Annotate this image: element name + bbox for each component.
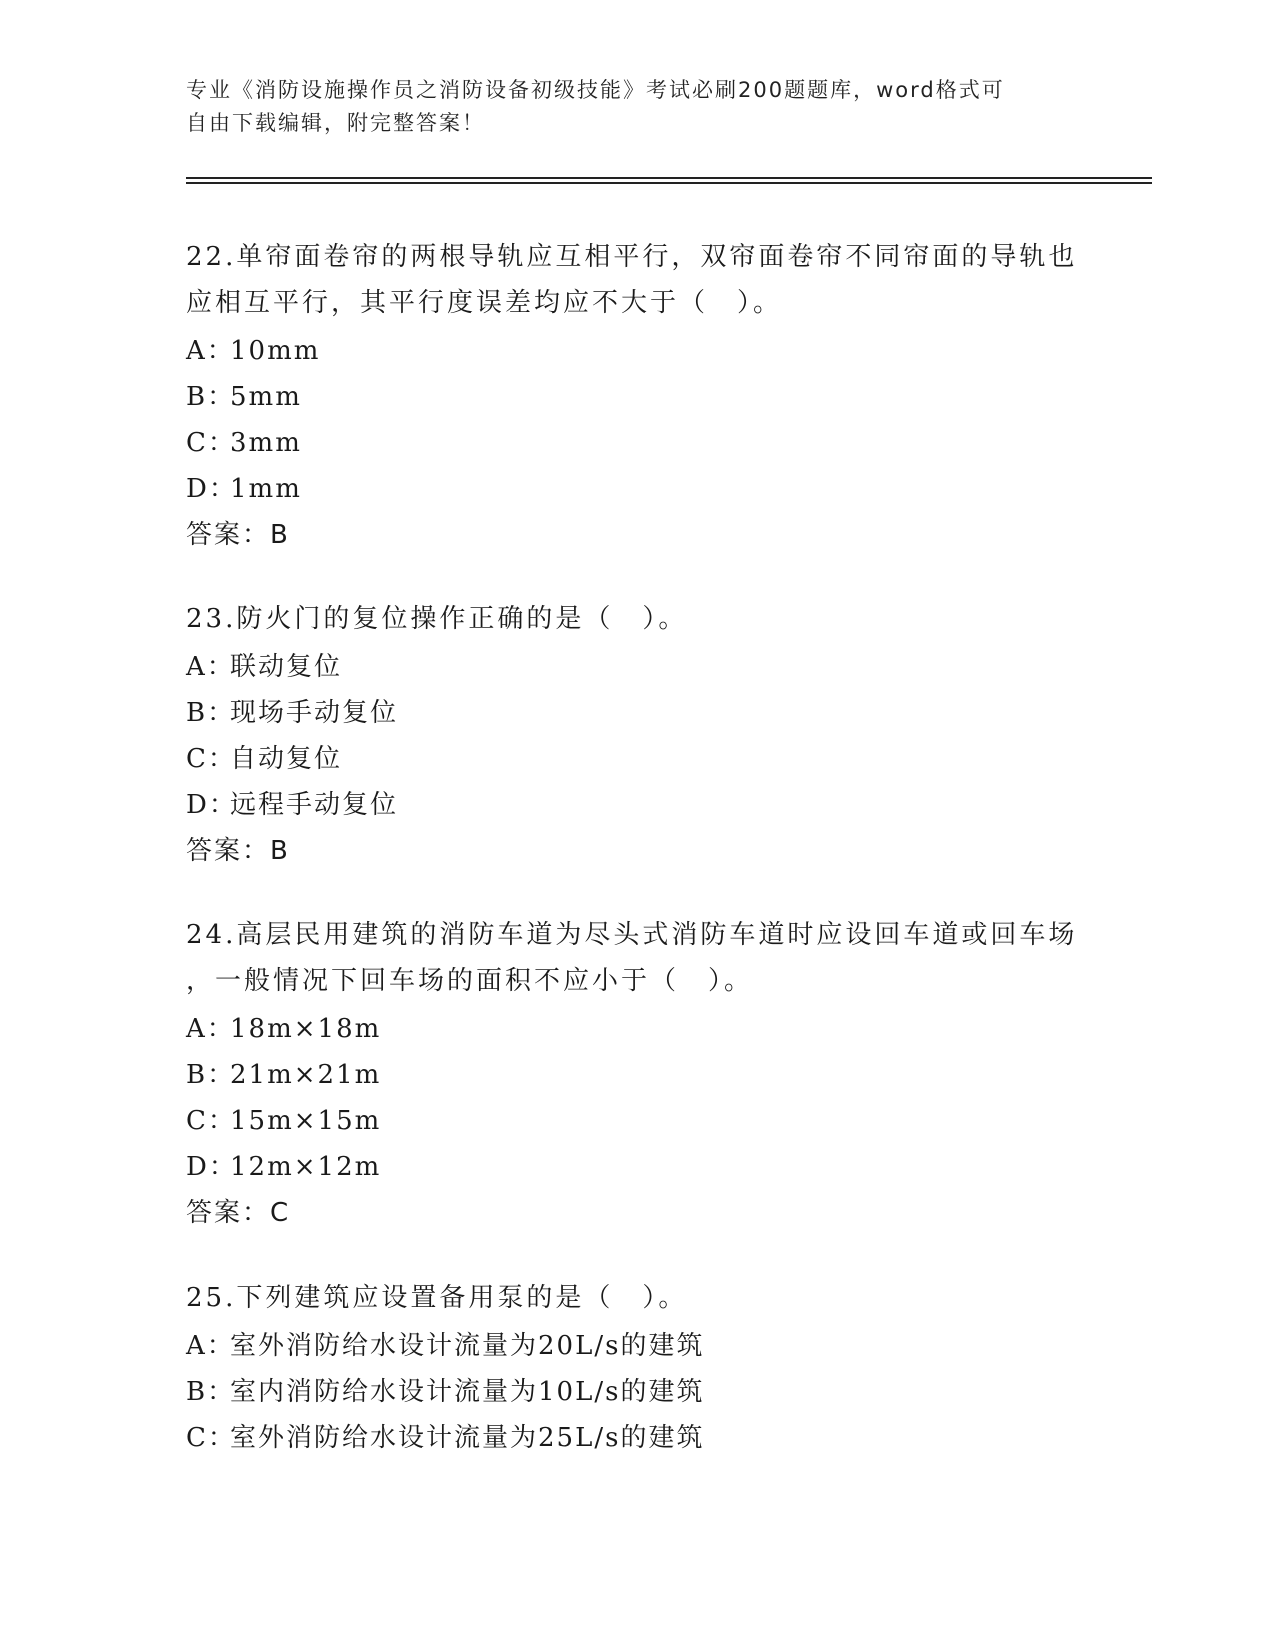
option-key: D： bbox=[186, 790, 237, 820]
option-key: D： bbox=[186, 1152, 237, 1182]
option-b bbox=[186, 374, 1086, 420]
option-a bbox=[186, 644, 1086, 690]
option-key: C： bbox=[186, 1106, 236, 1136]
question-24 bbox=[186, 912, 1086, 1236]
option-d bbox=[186, 782, 1086, 828]
option-text: 15m×15m bbox=[230, 1106, 382, 1136]
option-a bbox=[186, 328, 1086, 374]
option-b bbox=[186, 1052, 1086, 1098]
header-title-line-2: 自由下载编辑，附完整答案！ bbox=[186, 111, 485, 135]
header-divider-top bbox=[186, 177, 1152, 179]
option-key: A： bbox=[186, 1014, 235, 1044]
option-key: B： bbox=[186, 1060, 236, 1090]
option-text: 自动复位 bbox=[230, 744, 343, 774]
question-25 bbox=[186, 1275, 1086, 1461]
header-divider-bottom bbox=[186, 182, 1152, 184]
option-a bbox=[186, 1323, 1086, 1369]
option-key: A： bbox=[186, 652, 235, 682]
question-stem-line-1: 24.高层民用建筑的消防车道为尽头式消防车道时应设回车道或回车场 bbox=[186, 920, 1078, 950]
option-text: 室外消防给水设计流量为25L/s的建筑 bbox=[230, 1423, 705, 1453]
option-key: C： bbox=[186, 1423, 236, 1453]
option-key: C： bbox=[186, 744, 236, 774]
option-key: C： bbox=[186, 428, 236, 458]
document-header bbox=[186, 74, 1066, 140]
option-text: 远程手动复位 bbox=[230, 790, 399, 820]
answer: 答案：C bbox=[186, 1198, 291, 1228]
option-c bbox=[186, 736, 1086, 782]
option-key: B： bbox=[186, 1377, 236, 1407]
option-b bbox=[186, 690, 1086, 736]
question-23 bbox=[186, 596, 1086, 874]
option-text: 联动复位 bbox=[230, 652, 343, 682]
option-text: 10mm bbox=[230, 336, 321, 366]
question-22 bbox=[186, 234, 1086, 558]
option-key: A： bbox=[186, 1331, 235, 1361]
question-stem-line-1: 22.单帘面卷帘的两根导轨应互相平行，双帘面卷帘不同帘面的导轨也 bbox=[186, 242, 1078, 272]
question-stem-line-2: ，一般情况下回车场的面积不应小于（ ）。 bbox=[186, 966, 754, 996]
header-title-line-1: 专业《消防设施操作员之消防设备初级技能》考试必刷200题题库，word格式可 bbox=[186, 78, 1005, 102]
answer: 答案：B bbox=[186, 836, 290, 866]
option-text: 5mm bbox=[230, 382, 302, 412]
option-text: 室外消防给水设计流量为20L/s的建筑 bbox=[230, 1331, 705, 1361]
option-text: 18m×18m bbox=[230, 1014, 382, 1044]
option-text: 现场手动复位 bbox=[230, 698, 399, 728]
question-stem-line-1: 23.防火门的复位操作正确的是（ ）。 bbox=[186, 604, 688, 634]
option-text: 12m×12m bbox=[230, 1152, 382, 1182]
option-key: A： bbox=[186, 336, 235, 366]
question-stem bbox=[186, 234, 1086, 326]
option-key: D： bbox=[186, 474, 237, 504]
option-c bbox=[186, 1098, 1086, 1144]
option-a bbox=[186, 1006, 1086, 1052]
question-stem-line-2: 应相互平行，其平行度误差均应不大于（ ）。 bbox=[186, 288, 783, 318]
question-stem bbox=[186, 912, 1086, 1004]
option-c bbox=[186, 1415, 1086, 1461]
option-b bbox=[186, 1369, 1086, 1415]
option-c bbox=[186, 420, 1086, 466]
answer: 答案：B bbox=[186, 520, 290, 550]
option-text: 室内消防给水设计流量为10L/s的建筑 bbox=[230, 1377, 705, 1407]
option-text: 1mm bbox=[230, 474, 302, 504]
question-stem-line-1: 25.下列建筑应设置备用泵的是（ ）。 bbox=[186, 1283, 688, 1313]
option-text: 21m×21m bbox=[230, 1060, 382, 1090]
question-stem bbox=[186, 1275, 1086, 1321]
option-key: B： bbox=[186, 382, 236, 412]
question-stem bbox=[186, 596, 1086, 642]
option-key: B： bbox=[186, 698, 236, 728]
option-d bbox=[186, 1144, 1086, 1190]
option-text: 3mm bbox=[230, 428, 302, 458]
option-d bbox=[186, 466, 1086, 512]
